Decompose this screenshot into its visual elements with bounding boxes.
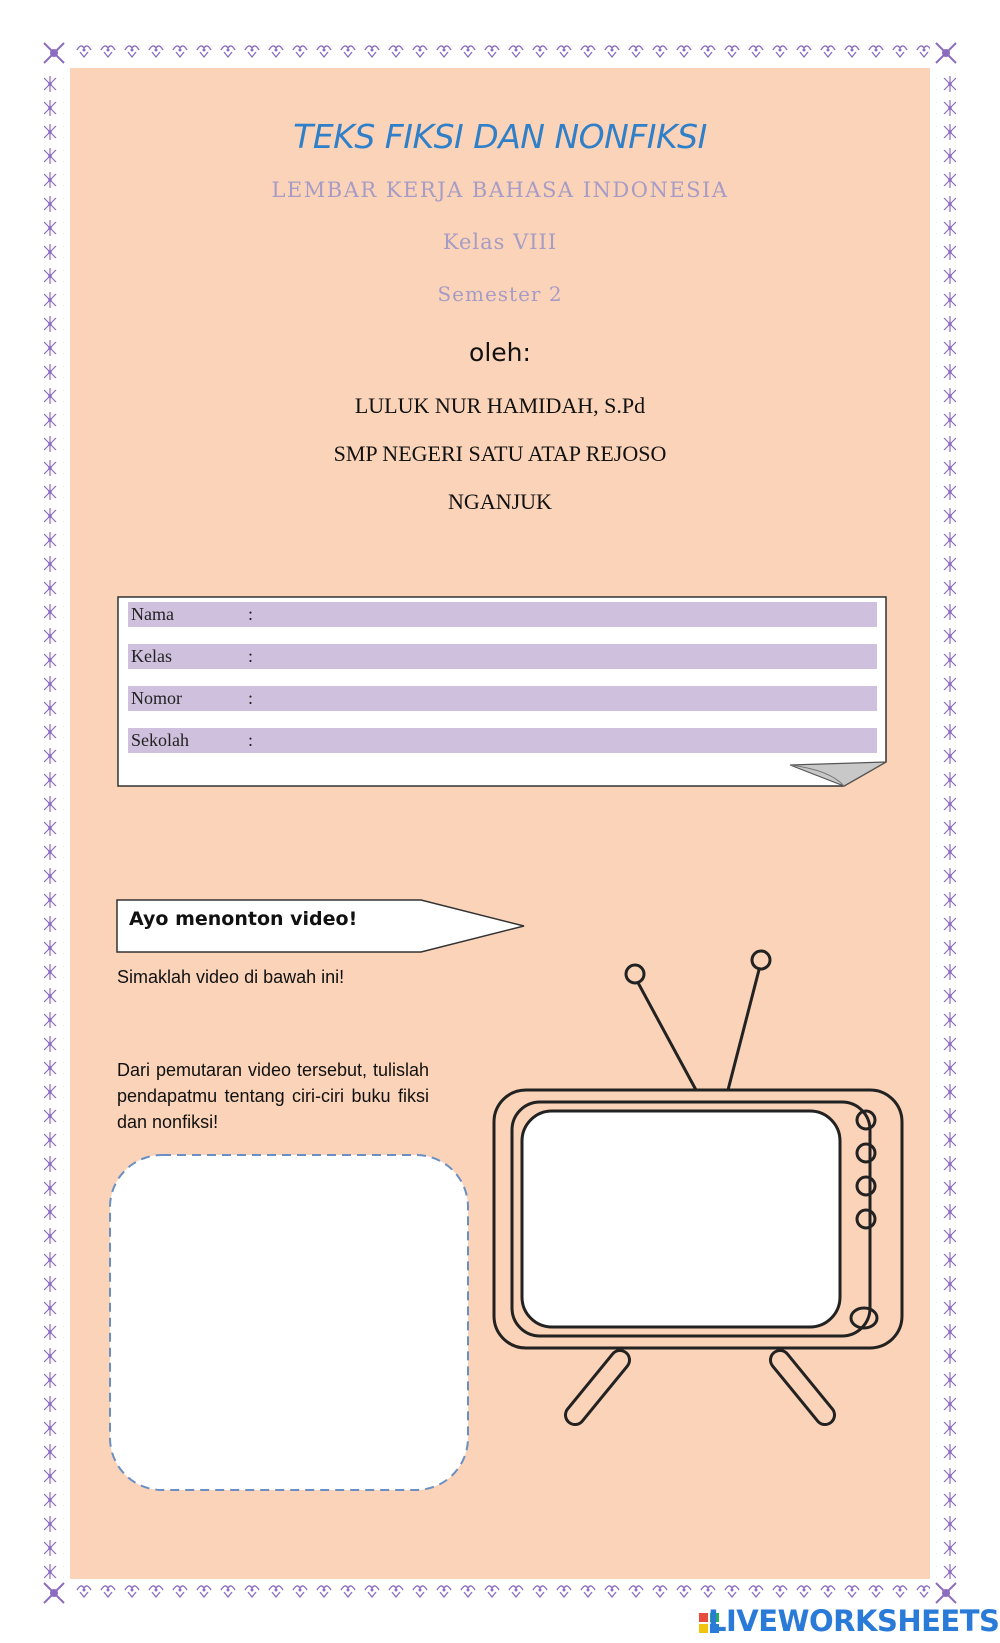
city-name: NGANJUK (448, 489, 552, 514)
callout-label: Ayo menonton video! (129, 908, 358, 930)
form-label: Nama (131, 604, 174, 624)
form-label: Sekolah (131, 730, 189, 750)
semester-label: Semester 2 (437, 282, 563, 306)
form-colon: : (248, 730, 254, 750)
form-label: Nomor (131, 688, 182, 708)
video-player-area[interactable] (537, 1116, 835, 1322)
instruction-answer: Dari pemutaran video tersebut, tulislah pendapatmu tentang ciri-ciri buku fiksi dan nonfiksi! (117, 1060, 429, 1132)
form-row-nomor[interactable] (128, 686, 877, 711)
author-name: LULUK NUR HAMIDAH, S.Pd (354, 393, 646, 418)
by-label: oleh: (469, 338, 531, 367)
answer-box[interactable] (122, 1170, 456, 1475)
brand-name: LIVEWORKSHEETS (708, 1604, 1000, 1638)
school-name: SMP NEGERI SATU ATAP REJOSO (333, 441, 667, 466)
form-colon: : (248, 688, 254, 708)
form-colon: : (248, 604, 254, 624)
form-colon: : (248, 646, 254, 666)
form-row-nama[interactable] (128, 602, 877, 627)
page-title: TEKS FIKSI DAN NONFIKSI (293, 117, 707, 156)
form-row-sekolah[interactable] (128, 728, 877, 753)
instruction-watch: Simaklah video di bawah ini! (117, 967, 345, 987)
form-row-kelas[interactable] (128, 644, 877, 669)
grade-label: Kelas VIII (442, 230, 558, 254)
form-label: Kelas (131, 646, 172, 666)
worksheet-subtitle: LEMBAR KERJA BAHASA INDONESIA (271, 178, 729, 202)
